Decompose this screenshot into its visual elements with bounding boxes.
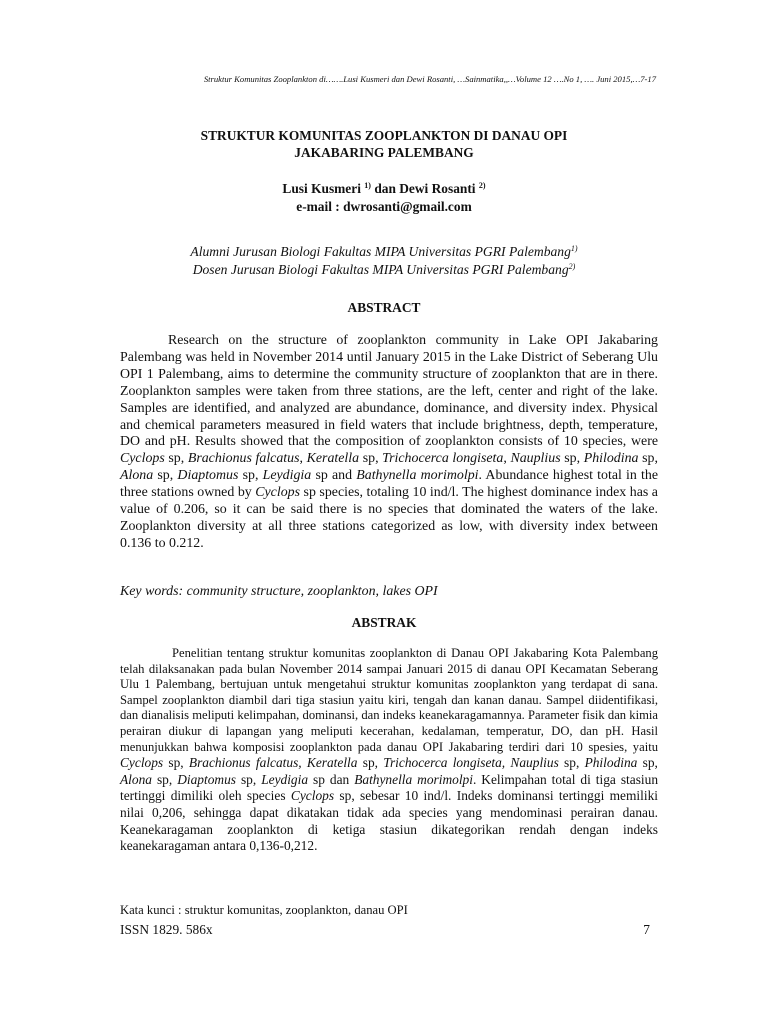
species-name: Leydigia xyxy=(262,468,312,484)
abstract-en-text: sp, xyxy=(642,451,658,467)
abstract-en-text: sp species, totaling 10 ind/l. The highest dominance index has a value of 0.206, so it can be said there is no species that dominated the waters of the lake. Zooplankton diversity at all three stations categorized as low, with diversity index between 0.136 to 0.212. xyxy=(120,485,658,551)
keywords-english: Key words: community structure, zooplankton, lakes OPI xyxy=(120,584,438,599)
title-line-2: JAKABARING PALEMBANG xyxy=(294,145,474,160)
abstract-en-text: sp, xyxy=(564,451,581,467)
species-name: Leydigia xyxy=(261,771,309,787)
species-name: Trichocerca longiseta, xyxy=(383,755,506,771)
abstract-id-text: sp, xyxy=(240,771,257,787)
abstract-en-text: sp, xyxy=(168,451,185,467)
species-name: Cyclops xyxy=(255,485,301,501)
abstract-en-text: sp, xyxy=(157,468,174,484)
abstract-en-text: sp, xyxy=(242,468,259,484)
abstract-en-text: sp, xyxy=(362,451,379,467)
issn: ISSN 1829. 586x xyxy=(120,922,213,937)
abstract-heading: ABSTRACT xyxy=(347,300,421,315)
species-name: Bathynella morimolpi xyxy=(356,468,479,484)
species-name: Cyclops xyxy=(120,755,164,771)
abstract-en-text: sp and xyxy=(315,468,353,484)
species-name: Trichocerca longiseta xyxy=(382,451,504,467)
abstract-id-text: sp, xyxy=(564,755,580,771)
species-name: Brachionus falcatus, Keratella xyxy=(188,755,358,771)
affiliations xyxy=(112,243,656,279)
author-2: Dewi Rosanti xyxy=(399,181,476,196)
abstract-english xyxy=(120,333,658,553)
affiliation-1-text: Alumni Jurusan Biologi Fakultas MIPA Universitas PGRI Palembang xyxy=(190,244,571,259)
abstract-en-text: , xyxy=(299,451,303,467)
species-name: Philodina xyxy=(584,755,638,771)
species-name: Cyclops xyxy=(120,451,165,467)
species-name: Nauplius xyxy=(510,451,561,467)
affiliation-2-text: Dosen Jurusan Biologi Fakultas MIPA Universitas PGRI Palembang xyxy=(192,262,569,277)
abstract-id-text: sp, xyxy=(156,771,173,787)
species-name: Philodina xyxy=(583,451,639,467)
affiliation-1 xyxy=(112,243,656,261)
title-line-1: STRUKTUR KOMUNITAS ZOOPLANKTON DI DANAU OPI xyxy=(200,128,568,143)
abstract-id-text: sp, xyxy=(362,755,378,771)
author-2-marker: 2) xyxy=(478,181,486,190)
abstract-id-text: sp, sebesar 10 ind/l. Indeks dominansi tertinggi memiliki nilai 0,206, sehingga dapat dikatakan tidak ada species yang mendominasi perairan danau. Keanekaragaman zooplankton di ketiga stasiun dikategorikan rendah dengan indeks keanekaragaman antara 0,136-0,212. xyxy=(120,788,658,854)
abstract-en-text: . Abundance highest total in the three stations owned by xyxy=(120,468,659,501)
abstract-id-text: sp, xyxy=(642,755,658,771)
page-footer xyxy=(120,922,650,938)
affiliation-2-marker: 2) xyxy=(568,262,576,271)
abstract-en-text: Research on the structure of zooplankton community in Lake OPI Jakabaring Palembang was held in November 2014 until January 2015 in the Lake District of Seberang Ulu OPI 1 Palembang, aims to determine the community structure of zooplankton that are in there. Zooplankton samples were taken from three stations, are the left, center and right of the lake. Samples are identified, and analyzed are abundance, dominance, and diversity index. Physical and chemical parameters measured in field waters that include brightness, depth, temperature, DO and pH. Results showed that the composition of zooplankton consists of 10 species, were xyxy=(120,333,658,450)
affiliation-2 xyxy=(112,261,656,279)
species-name: Brachionus falcatus xyxy=(187,451,300,467)
affiliation-1-marker: 1) xyxy=(570,244,578,253)
author-1-marker: 1) xyxy=(364,181,371,190)
page-number: 7 xyxy=(643,922,650,937)
species-name: Cyclops xyxy=(290,788,335,804)
abstract-en-text: , xyxy=(503,451,507,467)
species-name: Alona xyxy=(120,771,152,787)
species-name: Nauplius xyxy=(510,755,559,771)
running-header: Struktur Komunitas Zooplankton di…….Lusi Kusmeri dan Dewi Rosanti, …Sainmatika,,…Volume 12 ….No 1, …. Juni 2015,…7-17 xyxy=(203,74,656,84)
species-name: Alona xyxy=(120,468,154,484)
abstract-indonesian xyxy=(120,646,658,855)
species-name: Keratella xyxy=(306,451,360,467)
author-conjunction: dan xyxy=(374,181,396,196)
species-name: Diaptomus xyxy=(177,468,239,484)
abstrak-heading: ABSTRAK xyxy=(351,615,417,630)
author-email: e-mail : dwrosanti@gmail.com xyxy=(296,199,472,214)
paper-title xyxy=(112,127,656,161)
keywords-indonesian: Kata kunci : struktur komunitas, zooplankton, danau OPI xyxy=(120,903,408,917)
author-block xyxy=(112,180,656,216)
abstract-id-text: sp, xyxy=(168,755,184,771)
species-name: Bathynella morimolpi xyxy=(354,771,473,787)
author-1: Lusi Kusmeri xyxy=(282,181,361,196)
abstract-id-text: sp dan xyxy=(313,771,350,787)
species-name: Diaptomus xyxy=(177,771,236,787)
abstract-id-text: Penelitian tentang struktur komunitas zooplankton di Danau OPI Jakabaring Kota Palembang telah dilaksanakan pada bulan November 2014 sampai Januari 2015 di danau OPI Kecamatan Seberang Ulu 1 Palembang, bertujuan untuk mengetahui struktur komunitas zooplankton yang terdapat di sana. Sampel zooplankton diambil dari tiga stasiun yaitu kiri, tengah dan kanan danau. Sampel diidentifikasi, dan dianalisis meliputi kelimpahan, dominansi, dan indeks keanekaragamannya. Parameter fisik dan kimia perairan diukur di lapangan yang meliputi kecerahan, kedalaman, temperatur, DO, dan pH. Hasil menunjukkan bahwa komposisi zooplankton pada danau OPI Jakabaring terdiri dari 10 spesies, yaitu xyxy=(120,646,658,754)
author-names xyxy=(112,180,656,198)
abstract-id-text: . Kelimpahan total di tiga stasiun tertinggi dimiliki oleh species xyxy=(120,771,659,804)
